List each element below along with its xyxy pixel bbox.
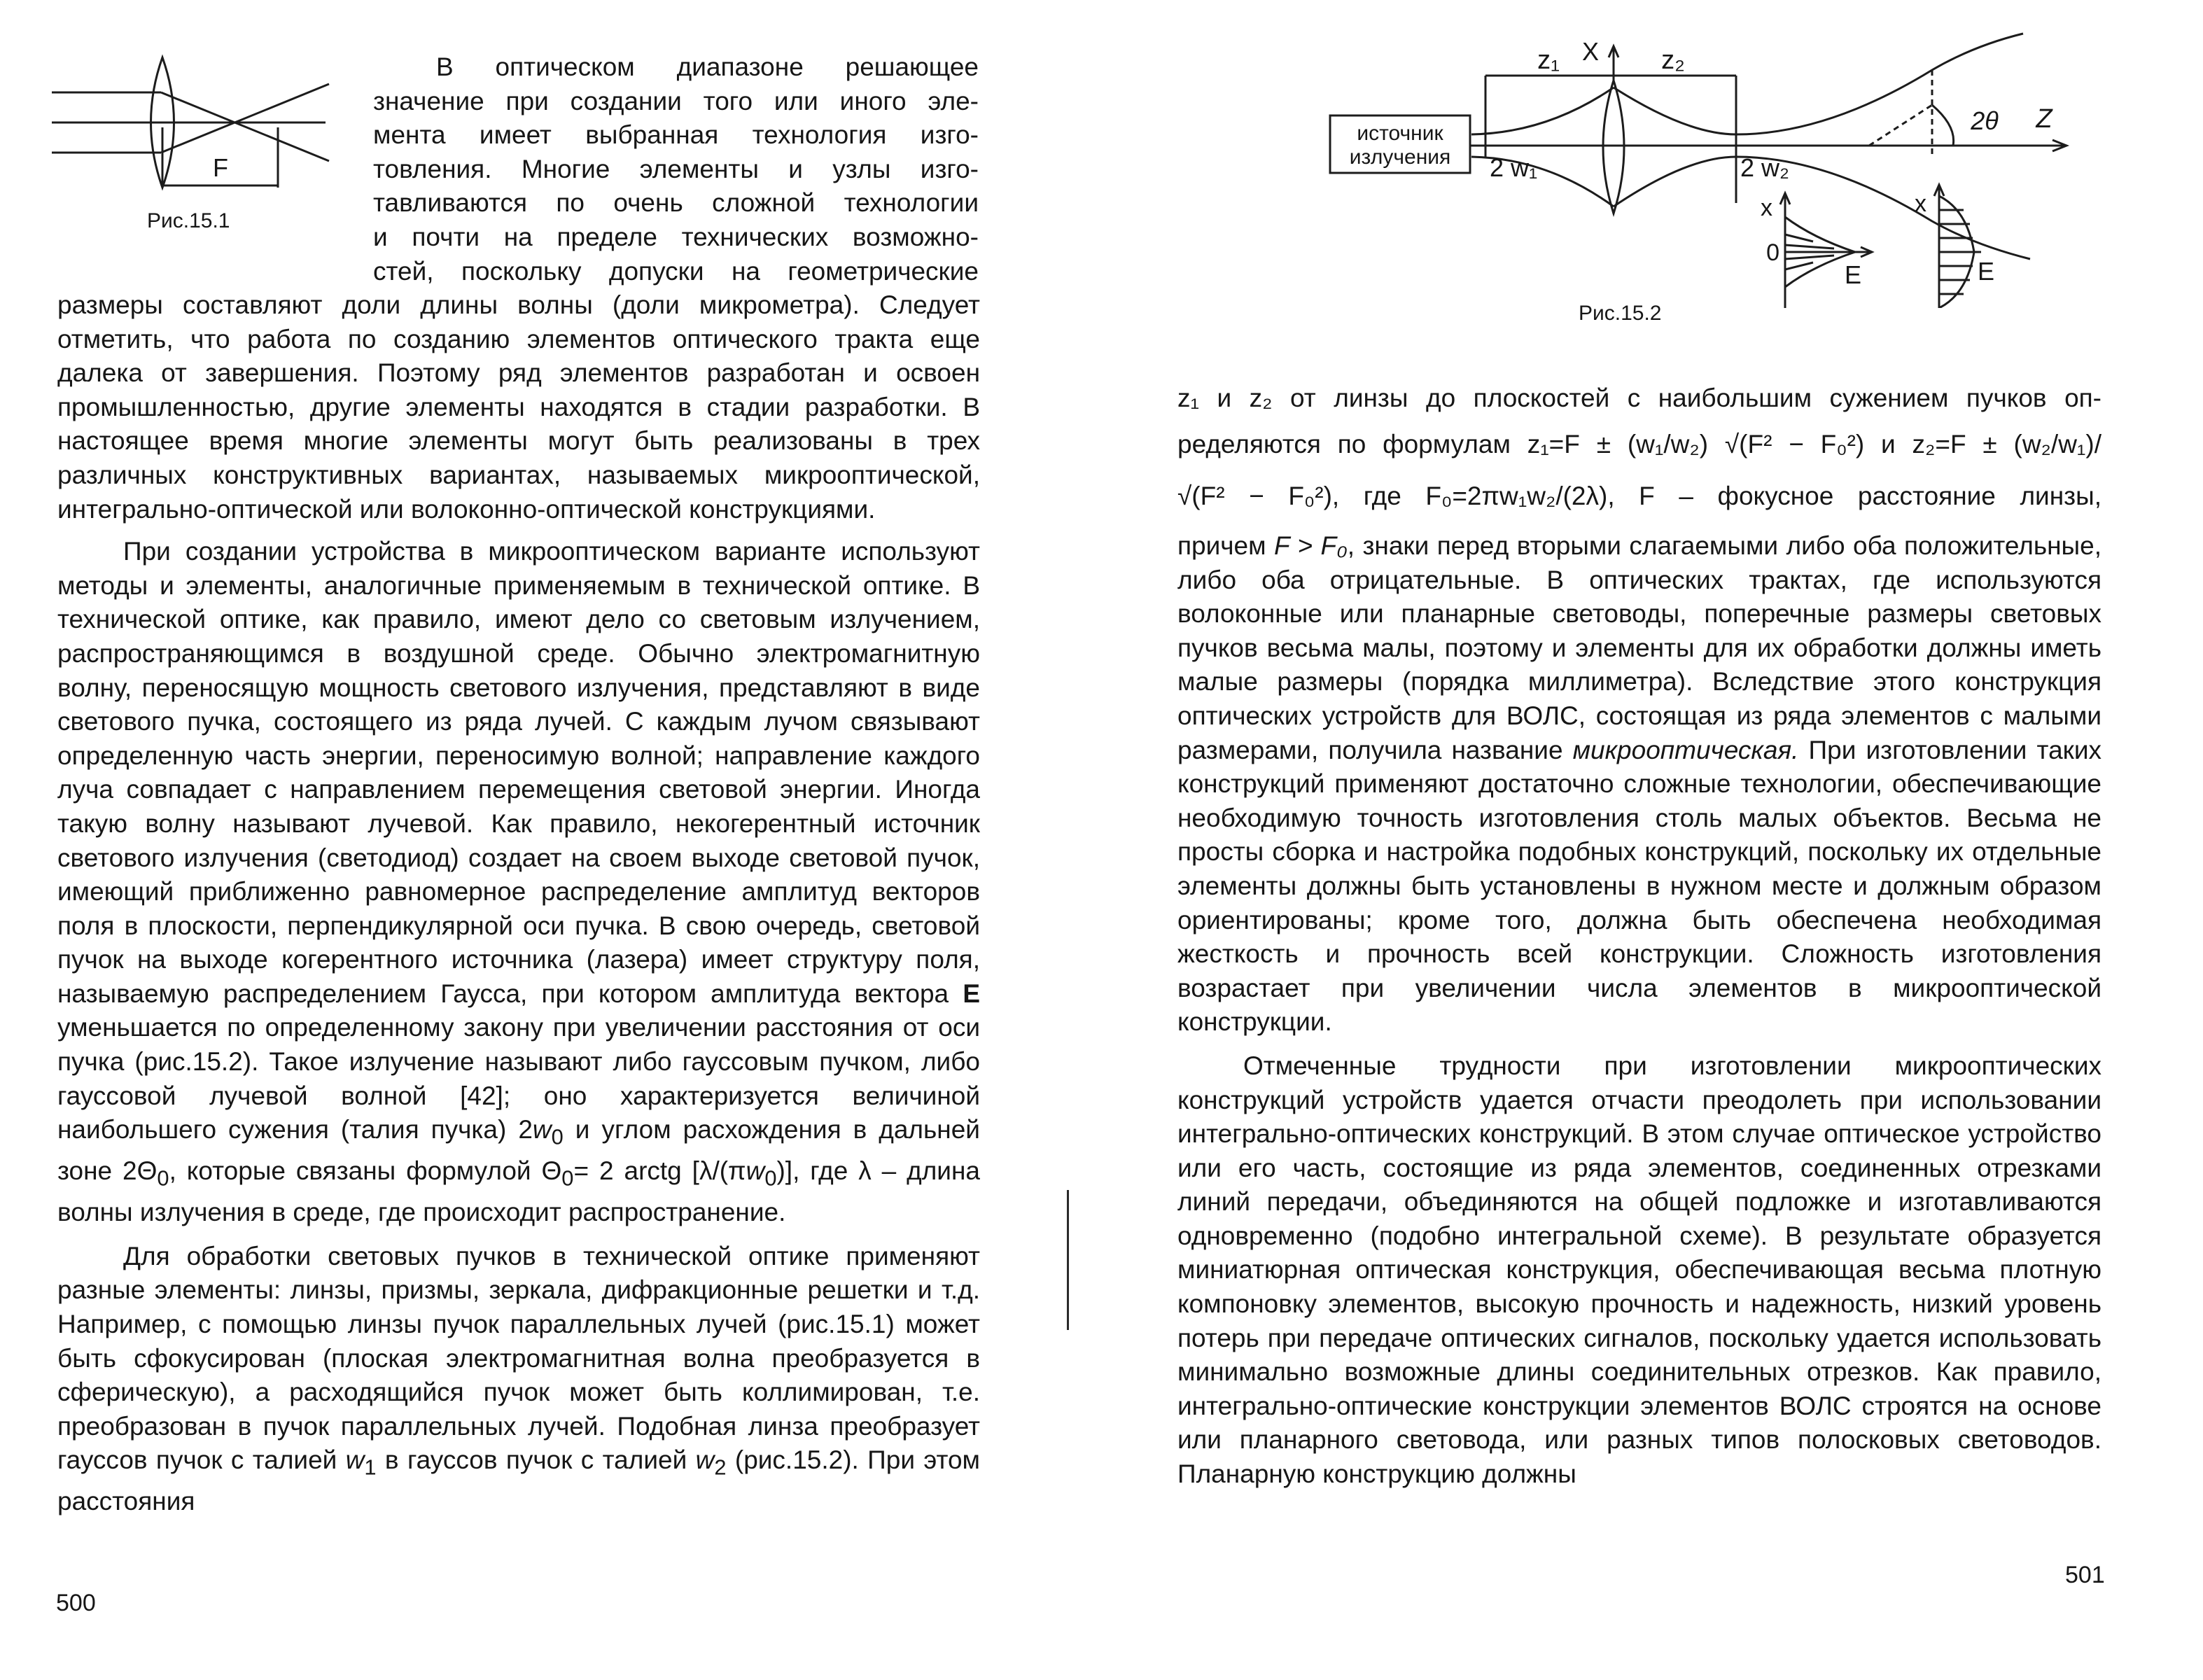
symbol-w: w bbox=[746, 1156, 765, 1186]
paragraph-text: , знаки перед вторыми слагаемыми либо оба положительные, либо оба отрицательные. В оптических трактах, где используются волоконные или планарные световоды, поперечные размеры световых пучков весьма малы, поэтому и элементы для их обработки должны иметь малые размеры (порядка миллиметра). Вследствие этого конструкция оптических устройств для ВОЛС, состоящая из ряда элементов с малыми размерами, получила название bbox=[1177, 531, 2101, 764]
x-axis-label-top: X bbox=[1581, 37, 1599, 66]
z1-label: z₁ bbox=[1537, 46, 1560, 75]
intro-line: мента имеет выбранная технология изго- bbox=[373, 120, 979, 150]
paragraph-text: в гауссов пучок с талией bbox=[376, 1446, 696, 1475]
intro-line: тавливаются по очень сложной технологии bbox=[373, 188, 979, 218]
paragraph-text: причем bbox=[1177, 531, 1275, 560]
paragraph-text: )], где λ – длина волны излучения в среде, где происходит распространение. bbox=[57, 1156, 980, 1227]
paragraph-text: Для обработки световых пучков в технической оптике применяют разные элементы: линзы, призмы, зеркала, дифракционные решетки и т.д. Например, с помощью линзы пучок параллельных лучей (рис.15.1) может быть сфокусирован (плоская электромагнитная волна преобразуется в сферическую), а расходящийся пучок может быть коллимирован, т.е. преобразован в пучок параллельных лучей. Подобная линза преобразует гауссов пучок с талией bbox=[57, 1241, 980, 1475]
right-body-text bbox=[1177, 529, 2101, 1492]
symbol-w: w bbox=[695, 1446, 715, 1475]
paragraph-1-continuation: размеры составляют доли длины волны (доли микрометра). Следует отметить, что работа по созданию элементов оптического тракта еще далека от завершения. Поэтому ряд элементов разработан и освоен промышленностью, другие элементы находятся в стадии разработки. В настоящее время многие элементы могут быть реализованы в трех различных конструктивных вариантах, называемых микрооптической, интегрально-оптической или волоконно-оптической конструкциями. bbox=[57, 290, 980, 524]
z-axis-label: Z bbox=[2036, 104, 2052, 134]
field-plot-zero-label: 0 bbox=[1766, 239, 1779, 266]
left-page bbox=[0, 0, 1064, 1680]
waist2-label: 2 w₂ bbox=[1740, 153, 1789, 182]
subscript: 0 bbox=[561, 1166, 574, 1191]
vector-e-bold: Е bbox=[963, 979, 980, 1008]
formula-line-2: ределяются по формулам z₁=F ± (w₁/w₂) √(F² − F₀²) и z₂=F ± (w₂/w₁)/ bbox=[1177, 430, 2101, 458]
source-label-line1: источник bbox=[1357, 122, 1443, 145]
italic-term: микрооптическая. bbox=[1572, 735, 1799, 764]
subscript: 0 bbox=[764, 1166, 777, 1191]
paragraph-text: уменьшается по определенному закону при увеличении расстояния от оси пучка (рис.15.2). Такое излучение называют либо гауссовым пучком, либо гауссовой лучевой волной [42]; оно характеризуется величиной наибольшего сужения (талия пучка) 2 bbox=[57, 1013, 980, 1144]
right-formula-block bbox=[1177, 378, 2101, 522]
paragraph-integrated-optics: Отмеченные трудности при изготовлении микрооптических конструкций устройств удается отчасти преодолеть при использовании интегрально-оптических конструкций. В этом случае оптическое устройство или его часть, состоящие из ряда элементов, соединенных отрезками линий передачи, объединяются на общей подложке и изготавливаются одновременно (подобно интегральной схеме). В результате образуется миниатюрная оптическая конструкция, обеспечивающая весьма плотную компоновку элементов, высокую прочность и надежность, низкий уровень потерь при передаче оптических сигналов, поскольку удается использовать минимально возможные длины соединительных отрезков. Как правило, интегрально-оптические конструкции элементов ВОЛС строятся на основе или планарного световода, или разных типов полосковых световодов. Планарную конструкцию должны bbox=[1177, 1051, 2101, 1489]
formula-line-3: √(F² − F₀²), где F₀=2πw₁w₂/(2λ), F – фокусное расстояние линзы, bbox=[1177, 482, 2101, 510]
formula-inline: F > F₀ bbox=[1274, 531, 1348, 560]
source-label-line2: излучения bbox=[1349, 146, 1451, 169]
subscript: 1 bbox=[364, 1455, 377, 1480]
gutter-line bbox=[1067, 1190, 1069, 1330]
paragraph-text: При изготовлении таких конструкций применяют достаточно сложные технологии, обеспечивающие необходимую точность изготовления столь малых объектов. Весьма не просты сборка и настройка подобных конструкций, поскольку их отдельные элементы должны быть установлены в нужном месте и должным образом ориентированы; кроме того, должна быть обеспечена необходимая жесткость и прочность всей конструкции. Сложность изготовления возрастает при увеличении числа элементов в микрооптической конструкции. bbox=[1177, 735, 2101, 1037]
paragraph-text: При создании устройства в микрооптическом варианте используют методы и элементы, аналогичные применяемым в технической оптике. В технической оптике, как правило, имеют дело со световым излучением, распространяющимся в воздушной среде. Обычно электромагнитную волну, переносящую мощность светового излучения, представляют в виде светового пучка, состоящего из ряда лучей. С каждым лучом связывают определенную часть энергии, переносимую волной; направление каждого луча совпадает с направлением перемещения световой энергии. Иногда такую волну называют лучевой. Как правило, некогерентный источник светового излучения (светодиод) создает на своем выходе световой пучок, имеющий приближенно равномерное распределение амплитуд векторов поля в плоскости, перпендикулярной оси пучка. В свою очередь, световой пучок на выходе когерентного источника (лазера) имеет структуру поля, называемую распределением Гаусса, при котором амплитуда вектора bbox=[57, 537, 980, 1008]
intro-line: значение при создании того или иного эле- bbox=[373, 86, 979, 115]
right-page bbox=[1120, 0, 2203, 1680]
paragraph-text: = 2 arctg [λ/(π bbox=[573, 1156, 746, 1186]
subscript: 2 bbox=[714, 1455, 727, 1480]
field-plot-e-label-2: E bbox=[1978, 257, 1995, 286]
page-number-right: 501 bbox=[2065, 1562, 2105, 1588]
paragraph-text: и углом расхождения в дальней зоне 2Θ bbox=[57, 1115, 980, 1186]
field-plot-e-label-1: E bbox=[1845, 260, 1862, 289]
focal-length-label: F bbox=[213, 153, 228, 182]
left-body-text bbox=[57, 288, 980, 1519]
symbol-w: w bbox=[532, 1115, 552, 1144]
subscript: 0 bbox=[551, 1124, 564, 1149]
figure-15-2-gaussian-beam-diagram bbox=[1323, 28, 2191, 308]
formula-line-1: z₁ и z₂ от линзы до плоскостей с наибольшим сужением пучков оп- bbox=[1177, 384, 2101, 412]
intro-line: товления. Многие элементы и узлы изго- bbox=[373, 154, 979, 183]
paragraph-optical-elements bbox=[57, 1240, 980, 1519]
field-plot-x-label-1: x bbox=[1761, 195, 1772, 221]
paragraph-text: , которые связаны формулой Θ bbox=[169, 1156, 562, 1186]
intro-line: В оптическом диапазоне решающее bbox=[436, 52, 979, 81]
page-number-left: 500 bbox=[56, 1590, 96, 1616]
field-plot-x-label-2: x bbox=[1915, 190, 1926, 217]
z2-label: z₂ bbox=[1661, 46, 1685, 75]
symbol-w: w bbox=[345, 1446, 365, 1475]
paragraph-microoptics bbox=[57, 535, 980, 1230]
figure-15-1-lens-diagram bbox=[49, 49, 343, 203]
intro-text-block bbox=[373, 50, 979, 288]
figure-15-2-caption: Рис.15.2 bbox=[1579, 302, 1662, 325]
waist1-label: 2 w₁ bbox=[1490, 153, 1538, 182]
paragraph-text: (рис.15.2). При этом расстояния bbox=[57, 1446, 980, 1516]
figure-15-1-caption: Рис.15.1 bbox=[147, 209, 230, 232]
intro-line: стей, поскольку допуски на геометрические bbox=[373, 256, 979, 286]
subscript: 0 bbox=[157, 1166, 169, 1191]
intro-line: и почти на пределе технических возможно- bbox=[373, 222, 979, 251]
divergence-angle-label: 2θ bbox=[1971, 106, 1999, 135]
paragraph-conditions bbox=[1177, 529, 2101, 1040]
